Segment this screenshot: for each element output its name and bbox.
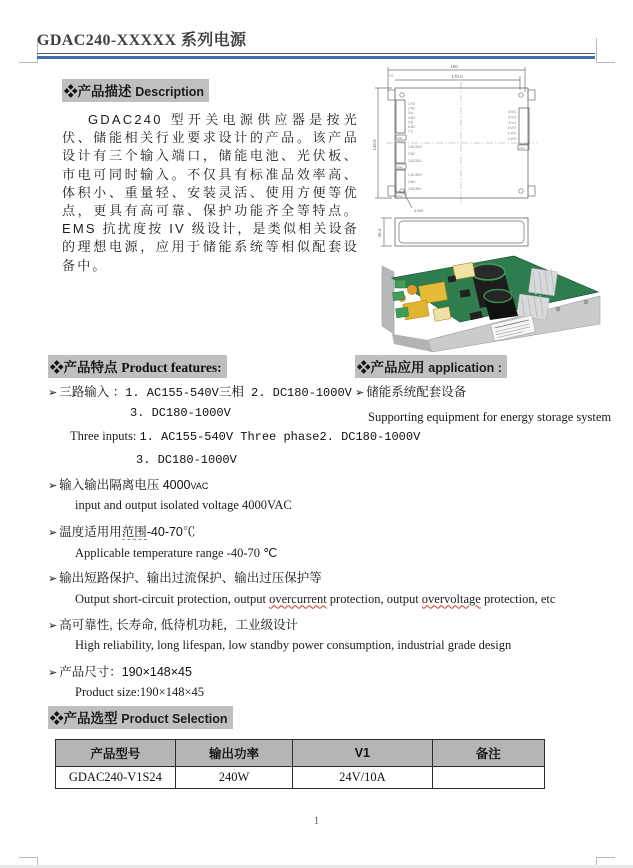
cn1-pin: 7:C xyxy=(408,129,414,134)
cn4-ref: CN4 xyxy=(519,146,525,150)
arrow-bullet-icon: ➢ xyxy=(355,387,365,399)
cn2-pin: 3:DC2IN- xyxy=(408,159,422,163)
feature-text-en: Output short-circuit protection, output xyxy=(75,591,270,606)
col-header-model: 产品型号 xyxy=(56,740,176,767)
diamond-marker-icon: ❖ xyxy=(64,84,78,99)
feature-value: 1. AC155-540V xyxy=(125,386,219,400)
section-heading-application xyxy=(355,355,507,378)
feature-line-temperature xyxy=(48,522,593,545)
feature-value: 2. DC180-1000V xyxy=(243,386,352,400)
feature-line-isolation xyxy=(48,475,593,498)
diamond-marker-icon: ❖ xyxy=(50,360,64,375)
feature-text-marked: 范围 xyxy=(121,524,147,539)
cn3-pin: 2:NC xyxy=(408,180,416,184)
heading-application-cn: 产品应用 xyxy=(370,360,425,375)
dim-height-label: 148.0 xyxy=(372,139,377,151)
page-number: 1 xyxy=(313,813,320,827)
feature-text: 三相 xyxy=(218,385,244,399)
feature-line-isolation-en xyxy=(48,498,593,521)
cn4-pin: 2:VO+ xyxy=(507,131,517,136)
feature-list xyxy=(48,382,593,708)
feature-text: 温度适用用 xyxy=(59,524,122,539)
feature-line-inputs-en xyxy=(48,429,593,452)
cn1-pin: 4:NC xyxy=(408,115,416,120)
cn3-pin: 3:DC3IN- xyxy=(408,187,422,191)
section-heading-features xyxy=(48,355,227,378)
diamond-marker-icon: ❖ xyxy=(357,360,371,375)
cn1-pin: 2:NC xyxy=(408,106,416,111)
hole-note-label: 4-M3 xyxy=(414,208,424,213)
feature-text: 输出短路保护、输出过流保护、输出过压保护等 xyxy=(59,571,322,586)
title-accent-rule xyxy=(37,56,595,59)
description-paragraph: GDAC240 型开关电源供应器是按光伏、储能相关行业要求设计的产品。该产品设计有三个输入端口，储能电池、光伏板、市电可同时输入。不仅具有标准品效率高、体积小、重量轻、安装灵活、使用方便等优点，更具有高可靠、保护功能齐全等特点。EMS 抗扰度按 IV 级设计，是类似相关设备的理想电源，应用于储能系统等相似配套设备中。 xyxy=(62,112,359,273)
application-line xyxy=(355,382,605,406)
arrow-bullet-icon: ➢ xyxy=(48,619,58,632)
margin-mark-top-left xyxy=(19,38,38,63)
col-header-v1: V1 xyxy=(293,740,432,767)
feature-line-protection-en xyxy=(48,592,593,615)
cn2-pin: 2:NC xyxy=(408,152,416,156)
arrow-bullet-icon: ➢ xyxy=(48,480,58,493)
application-text: 储能系统配套设备 xyxy=(366,385,467,399)
cell-model: GDAC240-V1S24 xyxy=(56,767,176,789)
feature-line-reliability xyxy=(48,615,593,638)
diamond-marker-icon: ❖ xyxy=(50,711,64,726)
spellcheck-word: overcurrent xyxy=(269,591,327,606)
dim-offset-label: 7.0 xyxy=(388,74,394,78)
page-title xyxy=(37,27,595,54)
feature-text-en: protection, etc xyxy=(480,591,556,606)
feature-value: 3. DC180-1000V xyxy=(130,406,231,421)
arrow-bullet-icon: ➢ xyxy=(48,387,58,399)
cn4-pin: 5:VO- xyxy=(508,115,517,120)
cell-v1: 24V/10A xyxy=(293,767,432,789)
feature-line-inputs-en-cont xyxy=(48,452,593,475)
feature-text: 产品尺寸：190×148×45 xyxy=(59,664,192,679)
dim-side-label: 45.4 xyxy=(377,228,382,238)
title-block xyxy=(37,27,595,59)
heading-description-cn: 产品描述 xyxy=(77,84,132,99)
cn1-ref: CN1 xyxy=(397,136,403,140)
arrow-bullet-icon: ➢ xyxy=(48,573,58,586)
feature-text: 三路输入 ： xyxy=(59,385,126,399)
cn1-pin: 1:FG xyxy=(408,102,416,106)
cn2-pin: 1:DC2IN+ xyxy=(408,145,423,149)
feature-value: 3. DC180-1000V xyxy=(136,452,237,467)
dimension-drawing xyxy=(368,60,620,248)
col-header-power: 输出功率 xyxy=(175,740,292,767)
feature-text: 输入输出隔离电压 4000 xyxy=(59,478,191,493)
arrow-bullet-icon: ➢ xyxy=(48,526,58,539)
cn4-pin: 3:VO+ xyxy=(507,126,517,131)
cn3-ref: CN3 xyxy=(397,194,403,198)
heading-application-en: application : xyxy=(428,361,502,375)
feature-text-en: input and output isolated voltage 4000VAC xyxy=(75,498,292,513)
feature-text-en: Three inputs: xyxy=(70,428,140,443)
feature-text: -40-70℃ xyxy=(146,524,196,539)
section-heading-selection xyxy=(48,706,233,729)
application-text-en: Supporting equipment for energy storage system xyxy=(368,410,612,424)
cn4-pin: 1:VO+ xyxy=(507,137,517,141)
feature-text-en: Applicable temperature range -40-70 ℃ xyxy=(75,546,278,561)
product-photo xyxy=(372,246,612,352)
feature-line-temperature-en xyxy=(48,545,593,568)
feature-value: 1. AC155-540V Three phase2. DC180-1000V xyxy=(139,429,421,444)
cell-power: 240W xyxy=(175,767,292,789)
product-selection-table xyxy=(55,739,545,789)
feature-text-en: protection, output xyxy=(326,591,422,606)
cn1-pin: 6:NC xyxy=(408,125,416,129)
table-row xyxy=(56,767,545,789)
col-header-remark: 备注 xyxy=(432,740,544,767)
dim-width-label: 190 xyxy=(450,64,458,69)
heading-features-en: Product features: xyxy=(121,360,222,375)
feature-text: 高可靠性, 长寿命, 低待机功耗，工业级设计 xyxy=(59,617,299,632)
heading-description-en: Description xyxy=(135,85,205,99)
feature-unit: VAC xyxy=(190,481,209,492)
cn1-pin: 3:A xyxy=(408,111,413,116)
dim-inner-label: 170.0 xyxy=(451,74,463,79)
heading-features-cn: 产品特点 xyxy=(63,360,118,375)
spellcheck-word: overvoltage xyxy=(421,591,481,606)
cell-remark xyxy=(432,767,544,789)
feature-text-en: Product size:190×148×45 xyxy=(75,684,205,699)
heading-selection-en: Product Selection xyxy=(121,712,228,726)
feature-line-size xyxy=(48,662,593,685)
cn2-ref: CN2 xyxy=(397,165,403,169)
feature-line-protection xyxy=(48,568,593,591)
title-suffix: 系列电源 xyxy=(176,32,247,49)
cn3-pin: 1:DC3IN+ xyxy=(408,173,423,177)
heading-selection-cn: 产品选型 xyxy=(63,711,118,726)
feature-text-en: High reliability, long lifespan, low standby power consumption, industrial grade design xyxy=(75,638,512,653)
arrow-bullet-icon: ➢ xyxy=(48,666,58,679)
table-header-row xyxy=(56,740,545,767)
application-list xyxy=(355,382,612,425)
feature-line-size-en xyxy=(48,685,593,708)
title-model: GDAC240-XXXXX xyxy=(37,32,177,49)
cn1-pin: 5:B xyxy=(408,120,413,125)
section-heading-description xyxy=(62,79,209,102)
cn4-pin: 6:VO- xyxy=(508,110,517,114)
feature-line-reliability-en xyxy=(48,638,593,661)
cn4-pin: 4:VO- xyxy=(508,120,517,125)
